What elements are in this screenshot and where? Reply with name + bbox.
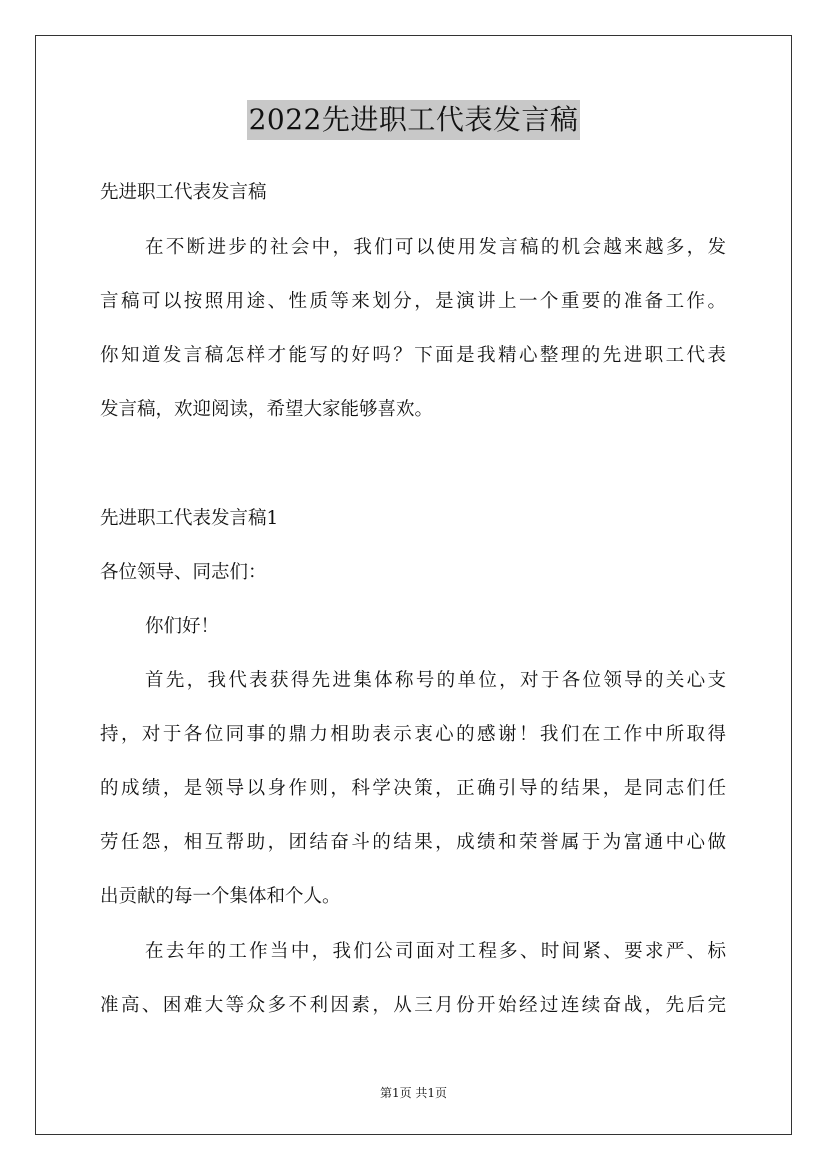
paragraph-line: 准高、困难大等众多不利因素，从三月份开始经过连续奋战，先后完 (100, 995, 726, 1016)
section-heading: 先进职工代表发言稿1 (100, 508, 279, 529)
intro-line: 言稿可以按照用途、性质等来划分，是演讲上一个重要的准备工作。 (100, 291, 726, 312)
intro-line: 你知道发言稿怎样才能写的好吗？下面是我精心整理的先进职工代表 (100, 345, 726, 366)
document-title: 2022先进职工代表发言稿 (247, 100, 581, 140)
salutation: 各位领导、同志们： (100, 562, 267, 583)
intro-line: 在不断进步的社会中，我们可以使用发言稿的机会越来越多，发 (145, 237, 726, 258)
intro-line: 发言稿，欢迎阅读，希望大家能够喜欢。 (100, 399, 434, 420)
paragraph-line: 在去年的工作当中，我们公司面对工程多、时间紧、要求严、标 (145, 941, 726, 962)
paragraph-line: 首先，我代表获得先进集体称号的单位，对于各位领导的关心支 (145, 670, 726, 691)
greeting: 你们好！ (145, 616, 220, 637)
intro-heading: 先进职工代表发言稿 (100, 182, 267, 203)
paragraph-line: 出贡献的每一个集体和个人。 (100, 886, 341, 907)
paragraph-line: 持，对于各位同事的鼎力相助表示衷心的感谢！我们在工作中所取得 (100, 724, 726, 745)
paragraph-line: 劳任怨，相互帮助，团结奋斗的结果，成绩和荣誉属于为富通中心做 (100, 832, 726, 853)
page-footer: 第1页 共1页 (379, 1086, 448, 1100)
paragraph-line: 的成绩，是领导以身作则，科学决策，正确引导的结果，是同志们任 (100, 778, 726, 799)
